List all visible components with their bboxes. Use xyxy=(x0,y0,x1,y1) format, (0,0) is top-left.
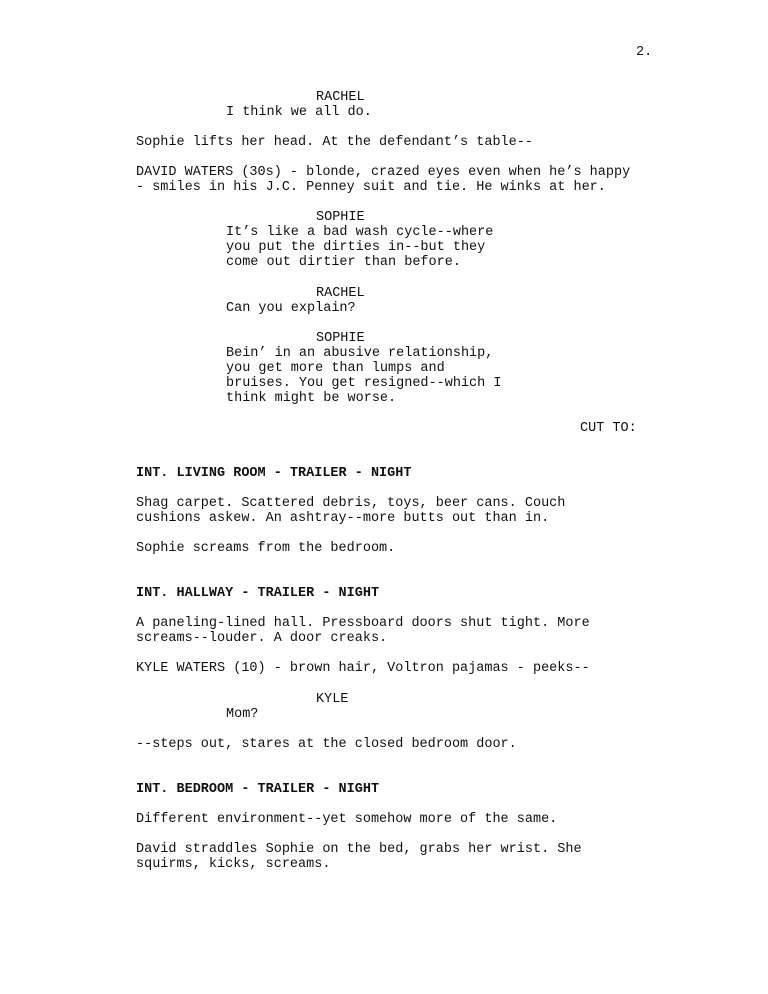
dialogue-line: come out dirtier than before. xyxy=(226,255,461,270)
dialogue-line: Bein’ in an abusive relationship, xyxy=(226,346,494,361)
action-line: --steps out, stares at the closed bedroom door. xyxy=(136,737,517,752)
character-name: KYLE xyxy=(316,692,349,707)
action-line: KYLE WATERS (10) - brown hair, Voltron pajamas - peeks-- xyxy=(136,661,590,676)
character-name: SOPHIE xyxy=(316,331,365,346)
action-line: squirms, kicks, screams. xyxy=(136,857,331,872)
action-line: Sophie screams from the bedroom. xyxy=(136,541,396,556)
action-line: Sophie lifts her head. At the defendant’s table-- xyxy=(136,135,533,150)
dialogue-line: Mom? xyxy=(226,707,259,722)
character-name: RACHEL xyxy=(316,286,365,301)
action-line: A paneling-lined hall. Pressboard doors shut tight. More xyxy=(136,616,590,631)
dialogue-line: I think we all do. xyxy=(226,105,372,120)
dialogue-line: you get more than lumps and xyxy=(226,361,445,376)
action-line: DAVID WATERS (30s) - blonde, crazed eyes even when he’s happy xyxy=(136,165,631,180)
action-line: Different environment--yet somehow more of the same. xyxy=(136,812,558,827)
dialogue-line: Can you explain? xyxy=(226,301,356,316)
scene-heading: INT. LIVING ROOM - TRAILER - NIGHT xyxy=(136,466,412,481)
character-name: SOPHIE xyxy=(316,210,365,225)
action-line: Shag carpet. Scattered debris, toys, beer cans. Couch xyxy=(136,496,566,511)
action-line: screams--louder. A door creaks. xyxy=(136,631,388,646)
dialogue-line: bruises. You get resigned--which I xyxy=(226,376,502,391)
dialogue-line: think might be worse. xyxy=(226,391,397,406)
action-line: David straddles Sophie on the bed, grabs her wrist. She xyxy=(136,842,582,857)
character-name: RACHEL xyxy=(316,90,365,105)
transition: CUT TO: xyxy=(580,421,637,436)
action-line: - smiles in his J.C. Penney suit and tie. He winks at her. xyxy=(136,180,606,195)
page-number: 2. xyxy=(636,45,653,60)
action-line: cushions askew. An ashtray--more butts out than in. xyxy=(136,511,550,526)
scene-heading: INT. HALLWAY - TRAILER - NIGHT xyxy=(136,586,380,601)
scene-heading: INT. BEDROOM - TRAILER - NIGHT xyxy=(136,782,380,797)
dialogue-line: It’s like a bad wash cycle--where xyxy=(226,225,494,240)
dialogue-line: you put the dirties in--but they xyxy=(226,240,486,255)
